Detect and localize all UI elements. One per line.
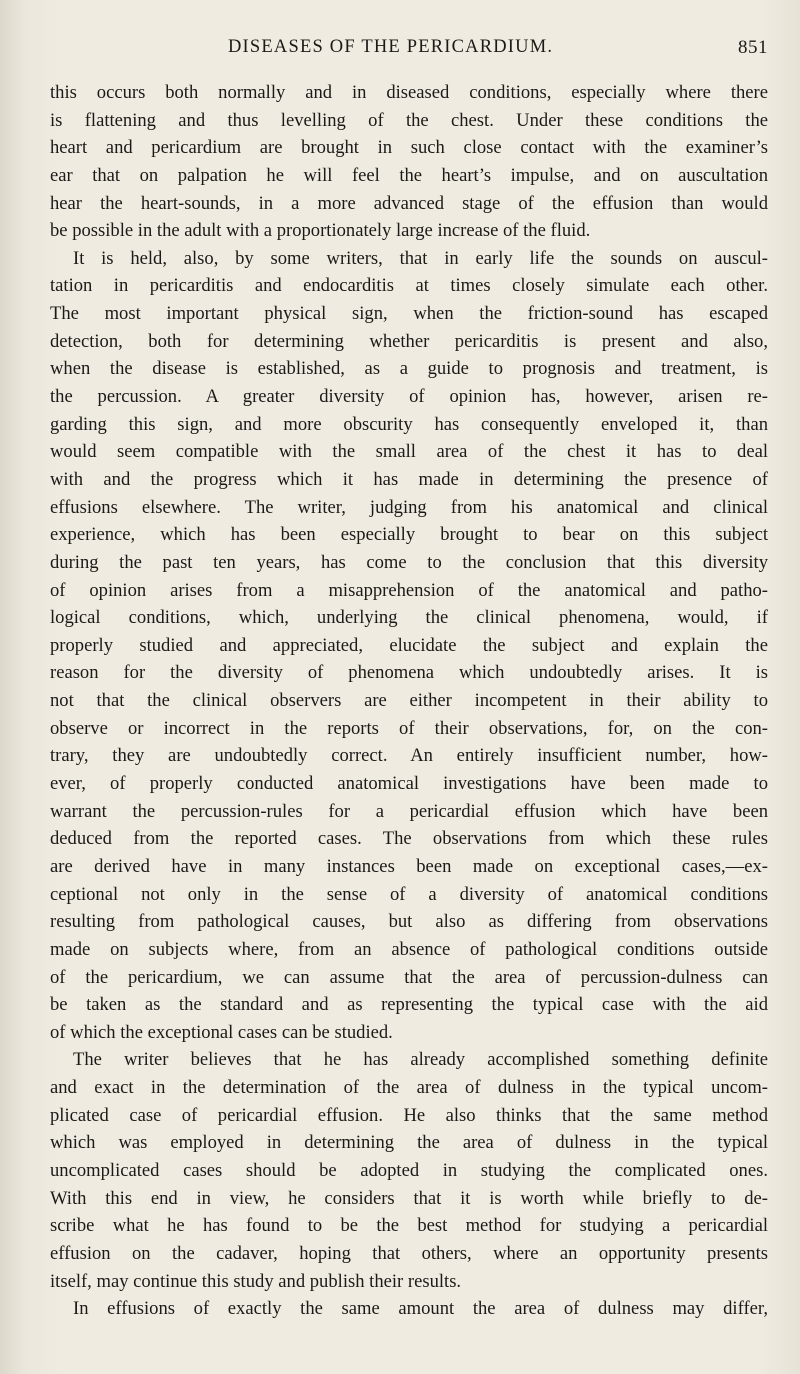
text-line: of opinion arises from a misapprehension of the anatomical and patho- — [50, 579, 768, 601]
text-line: ceptional not only in the sense of a diversity of anatomical conditions — [50, 883, 768, 905]
text-line: would seem compatible with the small area of the chest it has to deal — [50, 441, 768, 463]
text-line: be taken as the standard and as representing the typical case with the aid — [50, 994, 768, 1016]
text-line: are derived have in many instances been made on exceptional cases,—ex- — [50, 855, 768, 877]
text-line: hear the heart-sounds, in a more advanced stage of the effusion than would — [50, 192, 768, 214]
text-line: of the pericardium, we can assume that the area of percussion-dulness can — [50, 966, 768, 988]
text-line: deduced from the reported cases. The observations from which these rules — [50, 828, 768, 850]
text-line: be possible in the adult with a proportionately large increase of the fluid. — [50, 220, 591, 242]
text-line: which was employed in determining the area of dulness in the typical — [50, 1132, 768, 1154]
text-line: ear that on palpation he will feel the heart’s impulse, and on auscultation — [50, 164, 768, 186]
text-line: this occurs both normally and in diseased conditions, especially where there — [50, 82, 768, 103]
text-line: of which the exceptional cases can be studied. — [50, 1021, 393, 1043]
text-line: The writer believes that he has already accomplished something definite — [73, 1049, 768, 1071]
text-line: logical conditions, which, underlying the clinical phenomena, would, if — [50, 607, 768, 629]
text-line: In effusions of exactly the same amount the area of dulness may differ, — [73, 1298, 768, 1320]
text-line: and exact in the determination of the area of dulness in the typical uncom- — [50, 1077, 768, 1099]
text-line: the percussion. A greater diversity of opinion has, however, arisen re- — [50, 386, 768, 408]
running-title: DISEASES OF THE PERICARDIUM. — [228, 37, 554, 57]
text-line: not that the clinical observers are either incompetent in their ability to — [50, 690, 768, 712]
text-line: The most important physical sign, when the friction-sound has escaped — [50, 303, 768, 325]
text-line: scribe what he has found to be the best method for studying a pericardial — [50, 1215, 768, 1237]
page-number: 851 — [738, 37, 768, 58]
page-header — [48, 37, 768, 61]
text-line: when the disease is established, as a guide to prognosis and treatment, is — [50, 358, 768, 380]
text-line: properly studied and appreciated, elucidate the subject and explain the — [50, 634, 768, 656]
text-line: effusions elsewhere. The writer, judging from his anatomical and clinical — [50, 496, 768, 518]
text-line: observe or incorrect in the reports of their observations, for, on the con- — [50, 717, 768, 739]
text-line: during the past ten years, has come to the conclusion that this diversity — [50, 551, 768, 573]
text-line: heart and pericardium are brought in such close contact with the examiner’s — [50, 137, 768, 159]
text-line: reason for the diversity of phenomena which undoubtedly arises. It is — [50, 662, 768, 684]
text-line: itself, may continue this study and publish their results. — [50, 1270, 462, 1292]
text-line: resulting from pathological causes, but also as differing from observations — [50, 911, 768, 933]
text-line: effusion on the cadaver, hoping that others, where an opportunity presents — [50, 1242, 768, 1264]
text-line: garding this sign, and more obscurity has consequently enveloped it, than — [50, 413, 768, 435]
text-line: With this end in view, he considers that it is worth while briefly to de- — [50, 1187, 768, 1209]
text-line: tation in pericarditis and endocarditis at times closely simulate each other. — [50, 275, 768, 297]
text-line: experience, which has been especially brought to bear on this subject — [50, 524, 768, 546]
text-line: trary, they are undoubtedly correct. An entirely insufficient number, how- — [50, 745, 768, 767]
text-line: warrant the percussion-rules for a pericardial effusion which have been — [50, 800, 768, 822]
text-line: plicated case of pericardial effusion. He also thinks that the same method — [50, 1104, 768, 1126]
text-line: is flattening and thus levelling of the chest. Under these conditions the — [50, 109, 768, 131]
text-line: uncomplicated cases should be adopted in studying the complicated ones. — [50, 1159, 768, 1181]
text-line: with and the progress which it has made in determining the presence of — [50, 468, 768, 490]
text-line: detection, both for determining whether pericarditis is present and also, — [50, 330, 768, 352]
text-line: It is held, also, by some writers, that in early life the sounds on auscul- — [73, 247, 768, 269]
text-line: ever, of properly conducted anatomical investigations have been made to — [50, 773, 768, 795]
text-line: made on subjects where, from an absence of pathological conditions outside — [50, 938, 768, 960]
body-text — [50, 79, 768, 1323]
